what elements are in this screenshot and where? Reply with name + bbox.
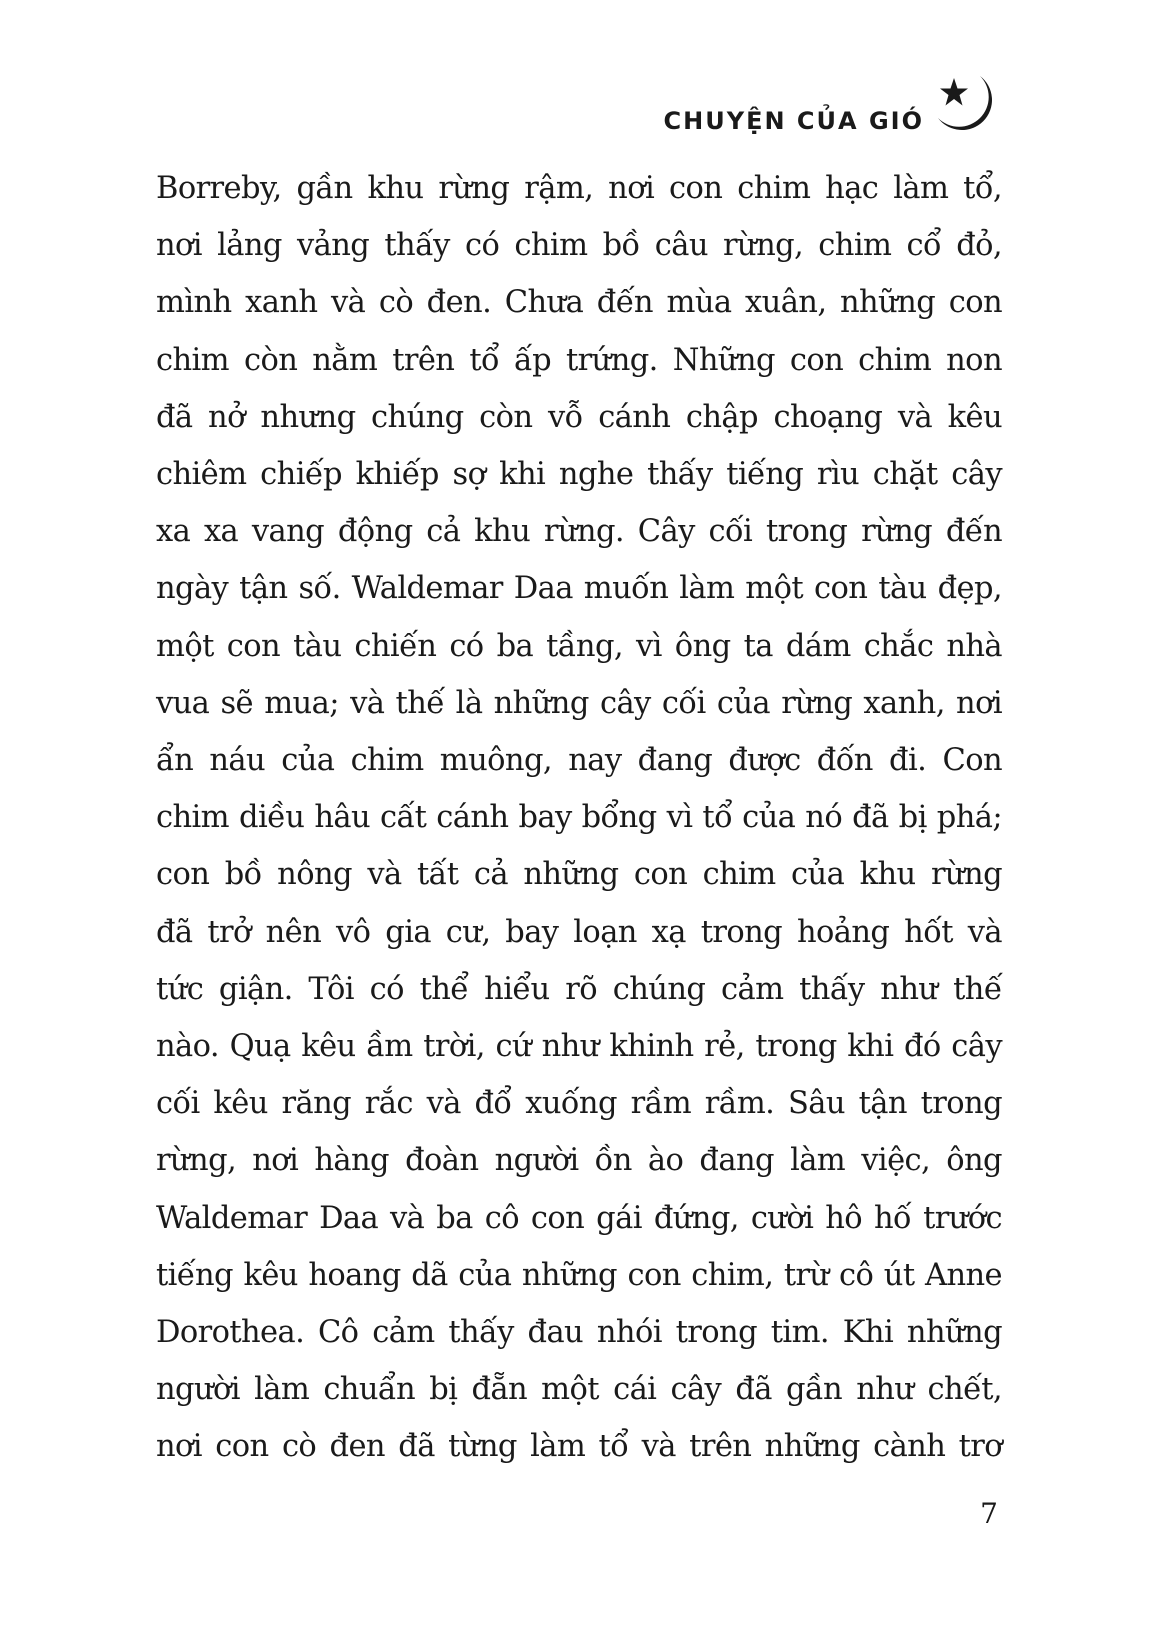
- body-text: [156, 160, 1002, 1476]
- text-line: đã trở nên vô gia cư, bay loạn xạ trong hoảng hốt và: [156, 914, 1002, 950]
- text-line: chim còn nằm trên tổ ấp trứng. Những con chim non: [156, 342, 1002, 378]
- text-line: chiêm chiếp khiếp sợ khi nghe thấy tiếng rìu chặt cây: [156, 457, 1002, 493]
- text-line: Dorothea. Cô cảm thấy đau nhói trong tim. Khi những: [156, 1315, 1002, 1351]
- text-line: vua sẽ mua; và thế là những cây cối của rừng xanh, nơi: [156, 685, 1002, 721]
- text-line: cối kêu răng rắc và đổ xuống rầm rầm. Sâu tận trong: [156, 1086, 1002, 1122]
- header-title: CHUYỆN CỦA GIÓ: [663, 107, 924, 135]
- text-line: Waldemar Daa và ba cô con gái đứng, cười hô hố trước: [156, 1200, 1002, 1236]
- text-line: xa xa vang động cả khu rừng. Cây cối trong rừng đến: [156, 514, 1002, 550]
- text-line: chim diều hâu cất cánh bay bổng vì tổ của nó đã bị phá;: [156, 800, 1002, 836]
- text-line: Borreby, gần khu rừng rậm, nơi con chim hạc làm tổ,: [156, 171, 1002, 206]
- text-line: nào. Quạ kêu ầm trời, cứ như khinh rẻ, trong khi đó cây: [156, 1029, 1002, 1065]
- text-line: đã nở nhưng chúng còn vỗ cánh chập choạng và kêu: [156, 399, 1002, 435]
- running-header: [664, 62, 1008, 152]
- page-number: 7: [980, 1497, 998, 1530]
- text-line: nơi lảng vảng thấy có chim bồ câu rừng, chim cổ đỏ,: [156, 228, 1002, 264]
- text-line: một con tàu chiến có ba tầng, vì ông ta dám chắc nhà: [156, 628, 1002, 664]
- text-line: tức giận. Tôi có thể hiểu rõ chúng cảm thấy như thế: [156, 971, 1002, 1007]
- text-line: mình xanh và cò đen. Chưa đến mùa xuân, những con: [156, 285, 1002, 321]
- text-line: nơi con cò đen đã từng làm tổ và trên những cành trơ: [156, 1429, 1002, 1465]
- text-line: ẩn náu của chim muông, nay đang được đốn đi. Con: [156, 743, 1002, 779]
- text-line: ngày tận số. Waldemar Daa muốn làm một con tàu đẹp,: [156, 571, 1002, 607]
- text-line: tiếng kêu hoang dã của những con chim, trừ cô út Anne: [156, 1257, 1002, 1293]
- text-line: người làm chuẩn bị đẵn một cái cây đã gần như chết,: [156, 1372, 1002, 1408]
- star-crescent-moon-icon: [930, 68, 1008, 146]
- text-line: con bồ nông và tất cả những con chim của khu rừng: [156, 857, 1002, 893]
- text-line: rừng, nơi hàng đoàn người ồn ào đang làm việc, ông: [156, 1143, 1002, 1179]
